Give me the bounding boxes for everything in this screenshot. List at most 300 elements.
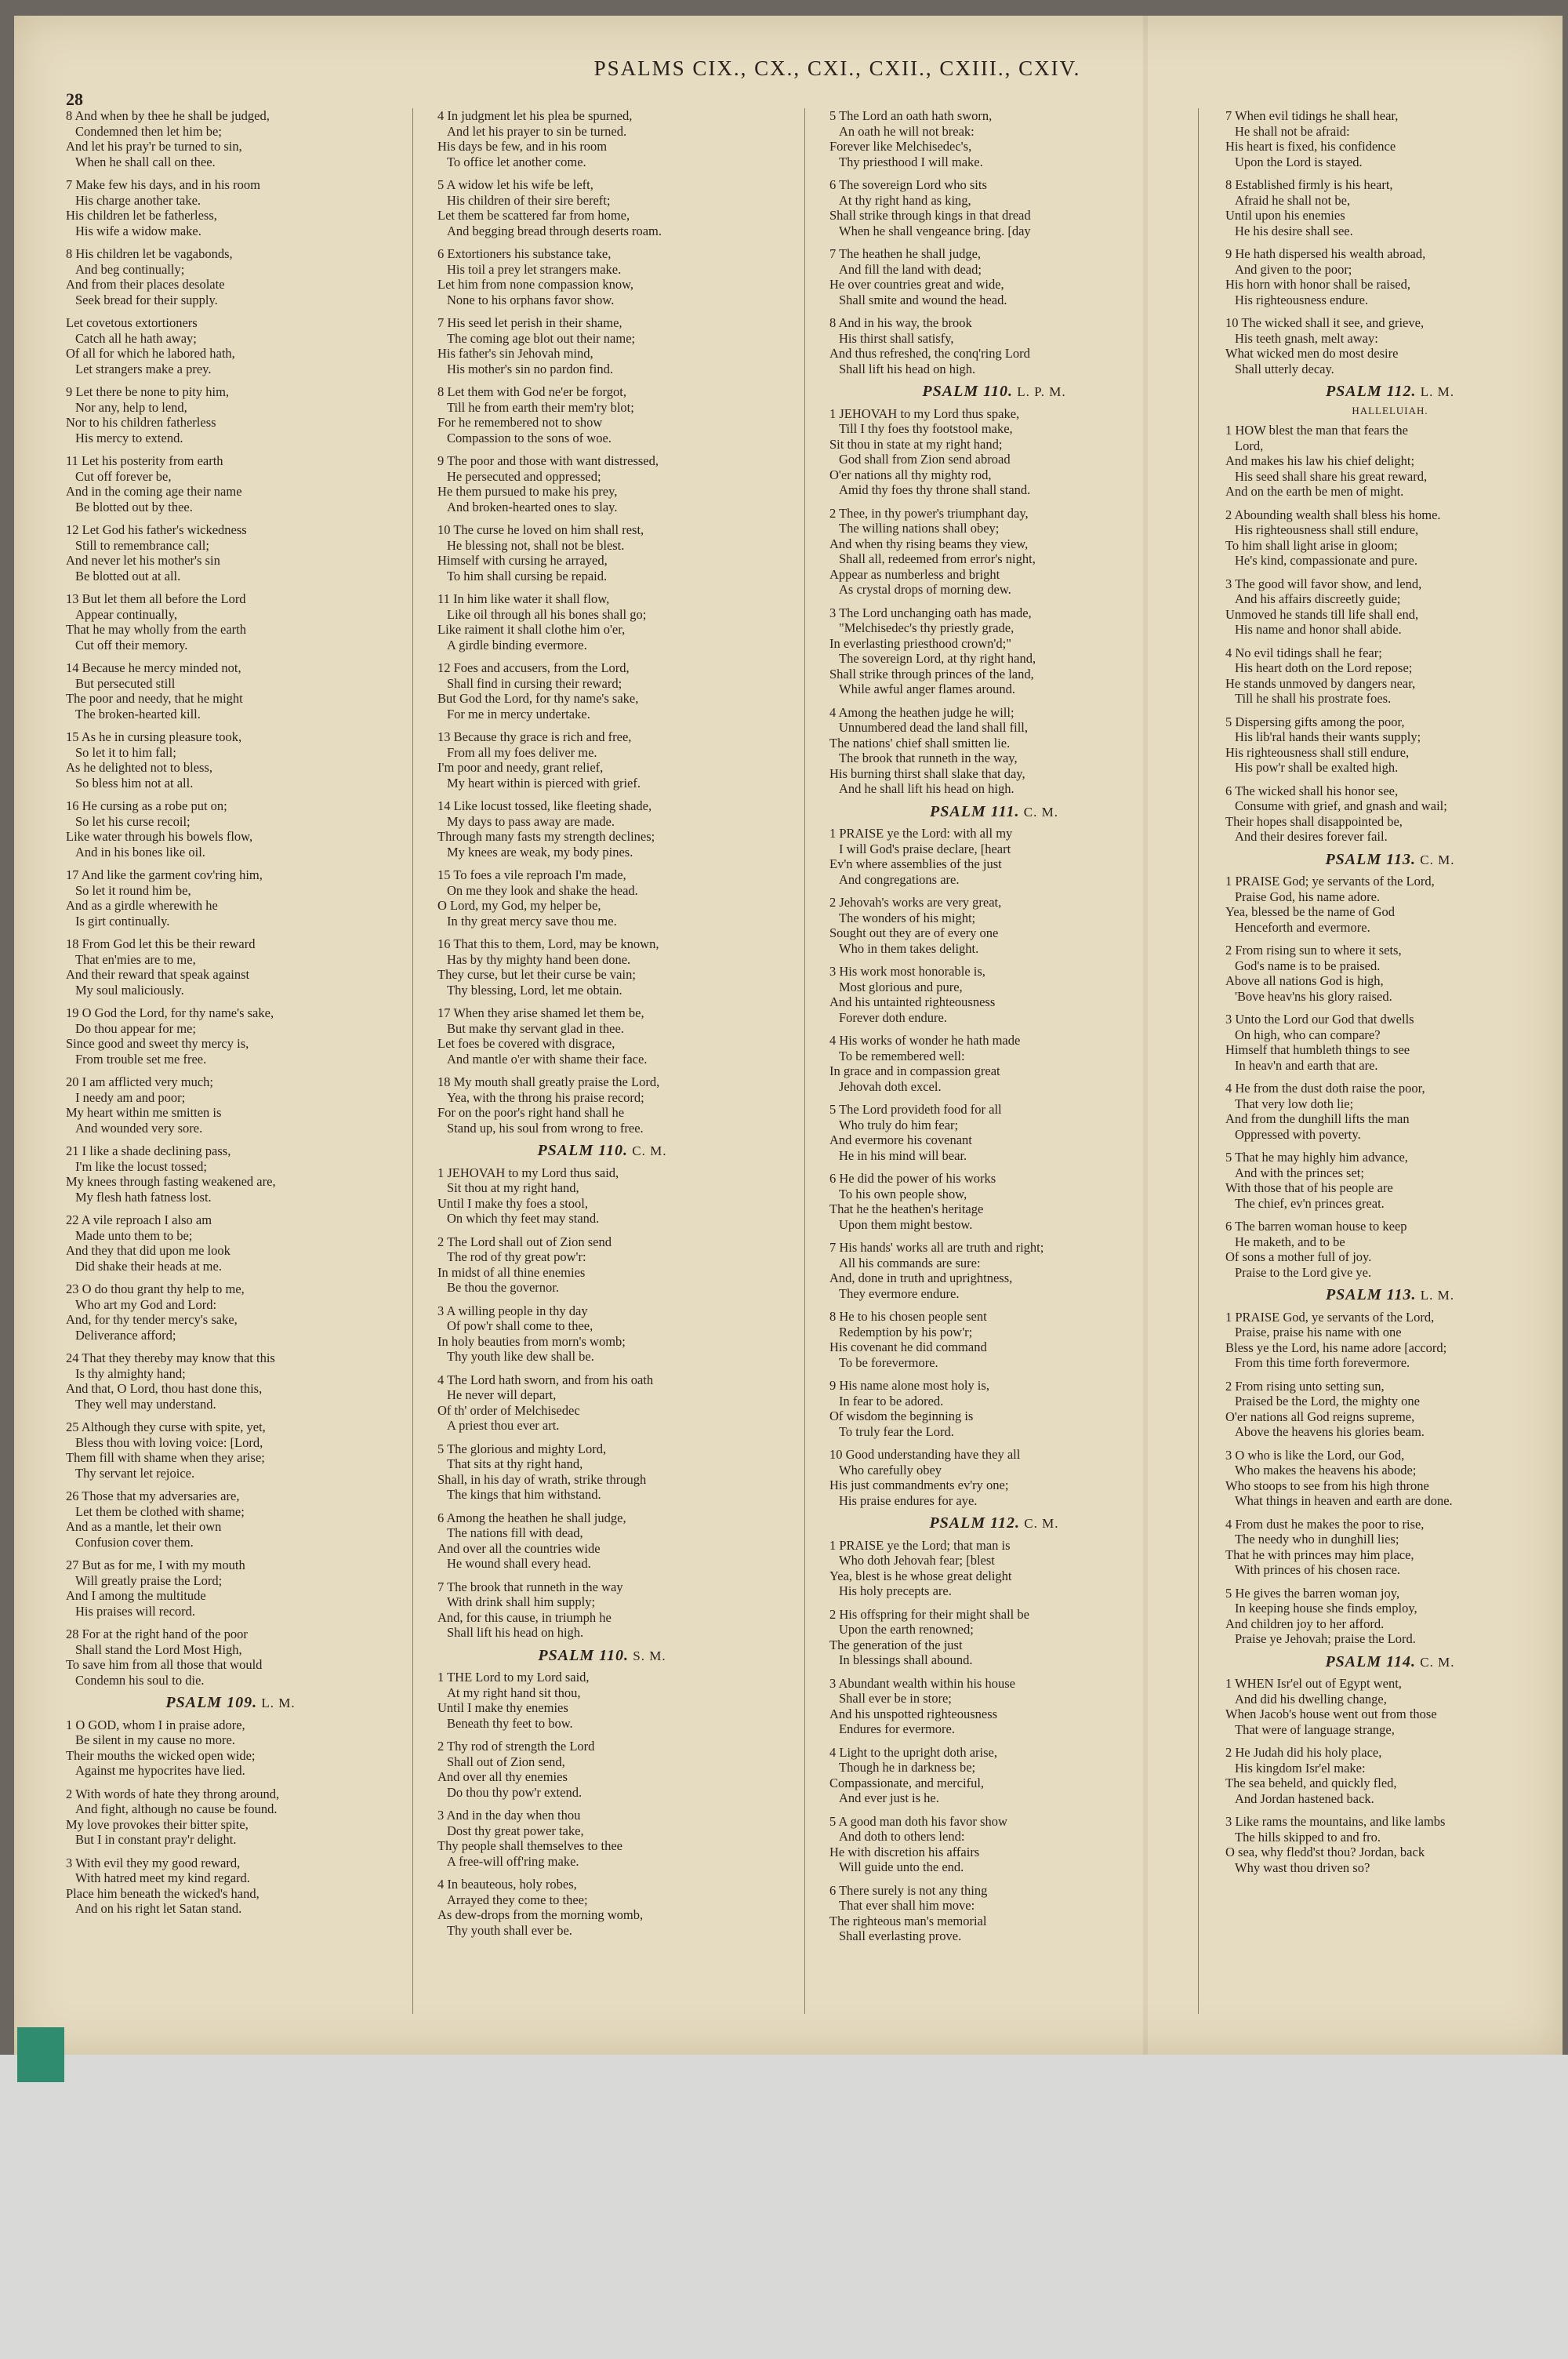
verse-line: His heart doth on the Lord repose;: [1235, 660, 1413, 675]
verse-line: 3 O who is like the Lord, our God,: [1225, 1447, 1405, 1463]
verse-line: Forever doth endure.: [839, 1009, 947, 1025]
verse-line: Let them be scattered far from home,: [437, 208, 630, 223]
psalm-meter: L. M.: [1416, 1288, 1455, 1303]
verse-line: 4 From dust he makes the poor to rise,: [1225, 1516, 1425, 1532]
verse: [1225, 177, 1555, 238]
verse-line: The generation of the just: [829, 1637, 963, 1652]
verse: [66, 1717, 395, 1779]
verse-line: At my right hand sit thou,: [447, 1685, 581, 1700]
verse-line: The rod of thy great pow'r:: [447, 1249, 586, 1264]
verse-line: 2 Jehovah's works are very great,: [829, 895, 1002, 910]
verse-line: 4 The Lord hath sworn, and from his oath: [437, 1372, 654, 1387]
verse: [66, 522, 395, 583]
verse-line: And as a mantle, let their own: [66, 1519, 222, 1534]
verse: [66, 108, 395, 169]
verse: [829, 605, 1159, 697]
verse-line: So let it round him be,: [75, 882, 191, 898]
verse-line: His father's sin Jehovah mind,: [437, 346, 593, 361]
verse-line: Lord,: [1235, 438, 1264, 453]
verse-line: When Jacob's house went out from those: [1225, 1707, 1437, 1721]
verse-line: And begging bread through deserts roam.: [447, 223, 662, 238]
verse-line: Let them be clothed with shame;: [75, 1503, 245, 1519]
verse-line: 2 From rising sun to where it sets,: [1225, 943, 1402, 958]
verse-line: With princes of his chosen race.: [1235, 1562, 1401, 1577]
verse-line: 5 A good man doth his favor show: [829, 1813, 1007, 1829]
verse-line: When he shall call on thee.: [75, 154, 216, 169]
verse-line: 16 That this to them, Lord, may be known,: [437, 936, 659, 951]
page-header: PSALMS CIX., CX., CXI., CXII., CXIII., CXIV.: [593, 56, 1081, 80]
verse-line: 28 For at the right hand of the poor: [66, 1627, 248, 1641]
verse: [829, 406, 1159, 498]
verse: [437, 1808, 767, 1869]
verse-line: 12 Foes and accusers, from the Lord,: [437, 660, 630, 675]
verse-line: And congregations are.: [839, 871, 960, 887]
verse-line: 2 Thee, in thy power's triumphant day,: [829, 505, 1029, 521]
verse: [66, 1558, 395, 1619]
verse-line: But persecuted still: [75, 675, 176, 691]
verse-line: The needy who in dunghill lies;: [1235, 1532, 1399, 1547]
verse-line: 15 As he in cursing pleasure took,: [66, 729, 242, 744]
verse: [437, 867, 767, 929]
verse: [437, 453, 767, 514]
verse-line: With hatred meet my kind regard.: [75, 1870, 250, 1885]
verse-line: Shall all, redeemed from error's night,: [839, 551, 1036, 566]
verse-line: 13 Because thy grace is rich and free,: [437, 729, 632, 744]
verse: [66, 384, 395, 445]
verse-line: And, for this cause, in triumph he: [437, 1609, 612, 1625]
verse-line: He wound shall every head.: [447, 1556, 591, 1571]
verse-line: He blessing not, shall not be blest.: [447, 537, 625, 553]
verse-line: Until upon his enemies: [1225, 208, 1345, 223]
verse-line: 7 When evil tidings he shall hear,: [1225, 108, 1399, 123]
verse-line: Until I make thy foes a stool,: [437, 1195, 589, 1211]
verse: [66, 936, 395, 998]
verse-line: Appear continually,: [75, 606, 177, 622]
verse-line: Be blotted out by thee.: [75, 499, 193, 514]
verse-line: And never let his mother's sin: [66, 553, 220, 568]
verse-line: 7 Make few his days, and in his room: [66, 177, 260, 192]
verse-line: He shall not be afraid:: [1235, 123, 1350, 139]
psalm-heading: [1225, 1652, 1555, 1670]
verse: [1225, 1448, 1555, 1509]
verse-line: The coming age blot out their name;: [447, 330, 636, 346]
verse-line: 3 Abundant wealth within his house: [829, 1675, 1015, 1691]
verse-line: Shall utterly decay.: [1235, 361, 1334, 376]
verse-line: His seed shall share his great reward,: [1235, 468, 1428, 484]
verse-line: Amid thy foes thy throne shall stand.: [839, 482, 1031, 497]
verse-line: Of th' order of Melchisedec: [437, 1402, 580, 1418]
verse-line: His thirst shall satisfy,: [839, 330, 954, 346]
verse-line: Bless thou with loving voice: [Lord,: [75, 1434, 263, 1450]
verse-line: Oppressed with poverty.: [1235, 1126, 1361, 1142]
verse-line: 3 Like rams the mountains, and like lambs: [1225, 1814, 1446, 1829]
verse: [437, 1877, 767, 1938]
verse-line: With drink shall him supply;: [447, 1594, 596, 1609]
psalm-meter: S. M.: [629, 1648, 666, 1663]
verse-line: Made unto them to be;: [75, 1227, 193, 1243]
verse-line: 11 Let his posterity from earth: [66, 453, 223, 468]
verse-line: The wonders of his might;: [839, 910, 976, 925]
verse-line: His mother's sin no pardon find.: [447, 361, 613, 376]
verse-line: And Jordan hastened back.: [1235, 1790, 1374, 1806]
verse: [66, 453, 395, 514]
verse-line: And their reward that speak against: [66, 967, 250, 982]
verse-line: 8 Let them with God ne'er be forgot,: [437, 384, 626, 399]
verse: [437, 729, 767, 791]
verse-line: 26 Those that my adversaries are,: [66, 1488, 240, 1503]
verse-line: 8 And in his way, the brook: [829, 315, 972, 330]
verse-line: 8 Established firmly is his heart,: [1225, 177, 1393, 192]
verse-line: Upon them might bestow.: [839, 1216, 973, 1232]
verse-line: 5 The Lord provideth food for all: [829, 1102, 1002, 1117]
verse-line: God's name is to be praised.: [1235, 958, 1381, 973]
verse-line: Is thy almighty hand;: [75, 1365, 186, 1381]
psalm-meter: C. M.: [628, 1143, 667, 1158]
verse-line: 3 And in the day when thou: [437, 1808, 581, 1823]
verse: [1225, 108, 1555, 169]
verse-line: Shall strike through princes of the land,: [829, 666, 1034, 682]
verse-line: Their hopes shall disappointed be,: [1225, 813, 1403, 829]
verse-line: When he shall vengeance bring. [day: [839, 223, 1031, 238]
verse-line: His lib'ral hands their wants supply;: [1235, 729, 1421, 744]
verse: [66, 1212, 395, 1274]
verse-line: His children of their sire bereft;: [447, 192, 611, 208]
verse-line: What things in heaven and earth are done.: [1235, 1493, 1453, 1508]
verse-line: Unmoved he stands till life shall end,: [1225, 606, 1419, 622]
verse: [66, 177, 395, 238]
verse-line: And thus refreshed, the conq'ring Lord: [829, 346, 1030, 361]
verse-line: Let him from none compassion know,: [437, 277, 634, 292]
verse-line: 2 His offspring for their might shall be: [829, 1606, 1029, 1622]
verse: [437, 1005, 767, 1067]
psalm-title: PSALM 113.: [1325, 850, 1417, 868]
verse: [1225, 943, 1555, 1004]
verse-line: 7 His hands' works all are truth and right;: [829, 1240, 1044, 1255]
verse-line: 8 He to his chosen people sent: [829, 1309, 987, 1324]
page-number: 28: [66, 89, 83, 109]
verse-line: And fill the land with dead;: [839, 261, 982, 277]
verse-line: 2 From rising unto setting sun,: [1225, 1378, 1385, 1394]
column-divider: [1198, 108, 1199, 2014]
verse-line: Who truly do him fear;: [839, 1117, 959, 1132]
psalm-heading: [829, 802, 1159, 820]
verse-line: Himself with cursing he arrayed,: [437, 553, 608, 568]
verse-line: And from their places desolate: [66, 277, 225, 292]
verse: [829, 246, 1159, 307]
verse-line: 3 A willing people in thy day: [437, 1303, 588, 1318]
verse-line: His wife a widow make.: [75, 223, 201, 238]
verse: [437, 1303, 767, 1365]
verse-line: As he delighted not to bless,: [66, 760, 212, 775]
verse-line: His burning thirst shall slake that day,: [829, 765, 1025, 781]
verse: [66, 867, 395, 929]
verse-line: I will God's praise declare, [heart: [839, 841, 1011, 856]
verse-line: He in his mind will bear.: [839, 1147, 967, 1163]
verse: [829, 895, 1159, 956]
verse-line: 7 The heathen he shall judge,: [829, 246, 982, 261]
verse-line: 6 He did the power of his works: [829, 1171, 996, 1186]
verse-line: From this time forth forevermore.: [1235, 1355, 1410, 1370]
psalm-heading: [829, 384, 1159, 400]
verse-line: His kingdom Isr'el make:: [1235, 1760, 1366, 1776]
verse-line: 11 In him like water it shall flow,: [437, 591, 610, 606]
verse-line: 22 A vile reproach I also am: [66, 1212, 212, 1227]
verse-line: They curse, but let their curse be vain;: [437, 967, 636, 982]
verse-line: In fear to be adored.: [839, 1393, 944, 1408]
verse-line: The nations fill with dead,: [447, 1525, 583, 1540]
verse: [1225, 1012, 1555, 1073]
verse-line: Henceforth and evermore.: [1235, 919, 1370, 935]
verse-line: And let his pray'r be turned to sin,: [66, 139, 242, 154]
verse-line: Sit thou in state at my right hand;: [829, 436, 1003, 452]
verse-line: And over all the countries wide: [437, 1540, 601, 1556]
verse-line: My knees through fasting weakened are,: [66, 1174, 276, 1189]
verse-line: Nor to his children fatherless: [66, 415, 216, 430]
verse-line: Confusion cover them.: [75, 1534, 194, 1550]
verse-line: Against me hypocrites have lied.: [75, 1763, 245, 1778]
verse-line: His mercy to extend.: [75, 430, 183, 445]
verse-line: God shall from Zion send abroad: [839, 452, 1011, 467]
verse-line: 4 He from the dust doth raise the poor,: [1225, 1081, 1425, 1096]
verse-line: Like raiment it shall clothe him o'er,: [437, 622, 626, 637]
psalm-heading: [1225, 852, 1555, 868]
verse: [1225, 1517, 1555, 1578]
verse-line: His days be few, and in his room: [437, 139, 608, 154]
verse-line: 1 WHEN Isr'el out of Egypt went,: [1225, 1676, 1402, 1691]
verse-line: And wounded very sore.: [75, 1120, 203, 1136]
verse-line: Place him beneath the wicked's hand,: [66, 1885, 260, 1901]
verse-line: Who in them takes delight.: [839, 940, 979, 956]
verse-line: Most glorious and pure,: [839, 979, 963, 994]
verse-line: Shall ever be in store;: [839, 1691, 952, 1706]
verse-line: And evermore his covenant: [829, 1132, 972, 1147]
verse: [829, 315, 1159, 376]
verse-line: Let strangers make a prey.: [75, 361, 212, 376]
verse-line: And doth to others lend:: [839, 1829, 965, 1844]
verse-line: Thy servant let rejoice.: [75, 1465, 195, 1481]
verse-line: I'm like the locust tossed;: [75, 1158, 207, 1174]
verse-line: So let it to him fall;: [75, 744, 176, 760]
verse-line: Praise ye Jehovah; praise the Lord.: [1235, 1631, 1416, 1646]
psalm-meter: L. M.: [1416, 384, 1455, 399]
verse-line: 2 He Judah did his holy place,: [1225, 1745, 1382, 1760]
verse-line: Who doth Jehovah fear; [blest: [839, 1553, 995, 1568]
verse: [66, 798, 395, 860]
verse-line: They well may understand.: [75, 1396, 216, 1412]
verse: [1225, 783, 1555, 845]
verse-line: 20 I am afflicted very much;: [66, 1074, 214, 1089]
verse-line: With those that of his people are: [1225, 1180, 1393, 1195]
verse-line: Sit thou at my right hand,: [447, 1180, 579, 1195]
verse-line: And beg continually;: [75, 261, 185, 277]
verse-line: 16 He cursing as a robe put on;: [66, 798, 227, 813]
verse-line: In thy great mercy save thou me.: [447, 913, 617, 929]
verse-line: 18 From God let this be their reward: [66, 936, 256, 951]
verse: [829, 108, 1159, 169]
verse: [829, 1171, 1159, 1232]
verse-line: Shall lift his head on high.: [447, 1625, 584, 1640]
verse-line: 15 To foes a vile reproach I'm made,: [437, 867, 626, 882]
verse-line: And fight, although no cause be found.: [75, 1801, 278, 1816]
verse-line: And their desires forever fail.: [1235, 829, 1388, 844]
verse-line: Praised be the Lord, the mighty one: [1235, 1394, 1420, 1408]
verse-line: The kings that him withstand.: [447, 1487, 601, 1502]
verse: [66, 1419, 395, 1481]
verse-line: My flesh hath fatness lost.: [75, 1189, 212, 1205]
verse-line: In holy beauties from morn's womb;: [437, 1333, 626, 1349]
verse: [829, 1676, 1159, 1737]
verse-line: His righteousness shall still endure,: [1225, 744, 1410, 760]
psalm-heading: [1225, 1288, 1555, 1303]
psalm-title: PSALM 109.: [165, 1694, 258, 1711]
column-divider: [412, 108, 413, 2014]
verse-line: Still to remembrance call;: [75, 537, 209, 553]
verse-line: All his commands are sure:: [839, 1255, 981, 1270]
verse: [66, 1627, 395, 1688]
verse-line: Will guide unto the end.: [839, 1859, 964, 1874]
psalm-meter: C. M.: [1416, 1654, 1455, 1670]
verse-line: Compassionate, and merciful,: [829, 1775, 985, 1790]
verse-line: 3 His work most honorable is,: [829, 964, 985, 979]
verse: [437, 1510, 767, 1572]
verse-line: 1 PRAISE God, ye servants of the Lord,: [1225, 1309, 1435, 1325]
verse-line: To him shall cursing be repaid.: [447, 568, 608, 583]
verse-line: Do thou appear for me;: [75, 1020, 196, 1036]
verse: [829, 1814, 1159, 1875]
verse-line: 3 Unto the Lord our God that dwells: [1225, 1012, 1414, 1027]
verse-line: To truly fear the Lord.: [839, 1423, 954, 1439]
verse-line: 17 And like the garment cov'ring him,: [66, 867, 263, 882]
verse-line: 3 The good will favor show, and lend,: [1225, 576, 1422, 591]
verse-line: So let his curse recoil;: [75, 813, 191, 829]
verse: [829, 1745, 1159, 1806]
verse-line: And from the dunghill lifts the man: [1225, 1111, 1410, 1126]
verse-line: And broken-hearted ones to slay.: [447, 499, 618, 514]
verse-line: His righteousness shall still endure,: [1235, 522, 1419, 537]
psalm-meter: C. M.: [1020, 1516, 1059, 1531]
verse-line: Who stoops to see from his high throne: [1225, 1478, 1429, 1493]
verse-line: 5 A widow let his wife be left,: [437, 177, 593, 192]
verse-line: 2 The Lord shall out of Zion send: [437, 1234, 612, 1249]
verse-line: That sits at thy right hand,: [447, 1456, 583, 1471]
verse-line: 3 With evil they my good reward,: [66, 1855, 241, 1870]
verse-line: From all my foes deliver me.: [447, 744, 597, 760]
verse: [1225, 507, 1555, 569]
verse-line: Do thou thy pow'r extend.: [447, 1784, 583, 1800]
verse-line: Thy youth shall ever be.: [447, 1922, 572, 1938]
verse-line: And that, O Lord, thou hast done this,: [66, 1381, 263, 1396]
verse-line: So bless him not at all.: [75, 775, 194, 791]
verse-line: For he remembered not to show: [437, 415, 603, 430]
verse: [437, 1165, 767, 1227]
verse-line: Yea, blessed be the name of God: [1225, 904, 1395, 919]
verse-line: Deliverance afford;: [75, 1327, 176, 1343]
verse: [1225, 714, 1555, 776]
verse: [829, 177, 1159, 238]
verse-line: 12 Let God his father's wickedness: [66, 522, 247, 537]
verse-line: A girdle binding evermore.: [447, 637, 587, 652]
verse-line: His holy precepts are.: [839, 1583, 952, 1598]
green-tab: [17, 2027, 64, 2082]
verse: [437, 1579, 767, 1641]
verse-line: What wicked men do most desire: [1225, 346, 1399, 361]
verse-line: Till he from earth their mem'ry blot;: [447, 399, 634, 415]
verse-line: 24 That they thereby may know that this: [66, 1350, 275, 1365]
verse-line: His praises will record.: [75, 1603, 196, 1619]
verse: [66, 660, 395, 722]
verse-line: Let covetous extortioners: [66, 315, 198, 330]
verse: [1225, 576, 1555, 638]
psalm-title: PSALM 114.: [1325, 1652, 1417, 1670]
verse-line: Above the heavens his glories beam.: [1235, 1424, 1425, 1439]
verse-line: And makes his law his chief delight;: [1225, 453, 1415, 468]
psalm-title: PSALM 112.: [1325, 383, 1417, 400]
verse: [1225, 1676, 1555, 1737]
column-1: [66, 108, 395, 1925]
verse-line: And I among the multitude: [66, 1588, 206, 1603]
verse-line: 10 The curse he loved on him shall rest,: [437, 522, 644, 537]
verse-line: Their mouths the wicked open wide;: [66, 1747, 256, 1763]
verse-line: And his untainted righteousness: [829, 994, 996, 1009]
verse-line: 27 But as for me, I with my mouth: [66, 1558, 245, 1572]
verse-line: Cut off forever be,: [75, 468, 172, 484]
verse: [1225, 1081, 1555, 1142]
verse-line: The broken-hearted kill.: [75, 706, 201, 722]
verse-line: 13 But let them all before the Lord: [66, 591, 246, 606]
verse: [829, 1033, 1159, 1094]
verse-line: Be blotted out at all.: [75, 568, 181, 583]
verse-line: 4 Among the heathen judge he will;: [829, 704, 1014, 720]
verse-line: His covenant he did command: [829, 1339, 987, 1354]
verse-line: 4 In judgment let his plea be spurned,: [437, 108, 633, 123]
verse: [437, 384, 767, 445]
verse-line: My knees are weak, my body pines.: [447, 844, 633, 860]
verse-line: Forever like Melchisedec's,: [829, 139, 972, 154]
verse-line: To save him from all those that would: [66, 1657, 263, 1672]
verse-line: That were of language strange,: [1235, 1721, 1395, 1737]
verse: [66, 1143, 395, 1205]
verse-line: His children let be fatherless,: [66, 208, 217, 223]
verse-line: 2 Abounding wealth shall bless his home.: [1225, 507, 1441, 522]
verse: [1225, 1814, 1555, 1875]
verse-line: His toil a prey let strangers make.: [447, 261, 622, 277]
verse-line: In keeping house she finds employ,: [1235, 1601, 1417, 1616]
verse-line: The sea beheld, and quickly fled,: [1225, 1776, 1397, 1790]
verse-line: On which thy feet may stand.: [447, 1211, 600, 1226]
verse-line: 8 And when by thee he shall be judged,: [66, 108, 270, 123]
verse-line: The hills skipped to and fro.: [1235, 1829, 1381, 1845]
hymnal-page: [14, 16, 1563, 2055]
verse-line: Condemn his soul to die.: [75, 1672, 205, 1688]
verse: [437, 1074, 767, 1136]
psalm-title: PSALM 111.: [930, 802, 1020, 820]
verse-line: Unnumbered dead the land shall fill,: [839, 720, 1029, 735]
verse-line: Condemned then let him be;: [75, 123, 222, 139]
verse-line: 6 The wicked shall his honor see,: [1225, 783, 1399, 798]
verse-line: 14 Because he mercy minded not,: [66, 660, 241, 675]
verse-line: 9 Let there be none to pity him,: [66, 384, 230, 399]
verse-line: And children joy to her afford.: [1225, 1616, 1385, 1631]
verse-line: Upon the Lord is stayed.: [1235, 154, 1363, 169]
verse-line: Redemption by his pow'r;: [839, 1324, 973, 1339]
verse-line: He never will depart,: [447, 1387, 557, 1402]
verse-line: Thy people shall themselves to thee: [437, 1838, 622, 1853]
verse-line: 19 O God the Lord, for thy name's sake,: [66, 1005, 274, 1020]
verse-line: 14 Like locust tossed, like fleeting shade,: [437, 798, 652, 813]
verse-line: My love provokes their bitter spite,: [66, 1816, 249, 1832]
verse-line: 9 The poor and those with want distressed,: [437, 453, 659, 468]
verse-line: That very low doth lie;: [1235, 1096, 1354, 1111]
